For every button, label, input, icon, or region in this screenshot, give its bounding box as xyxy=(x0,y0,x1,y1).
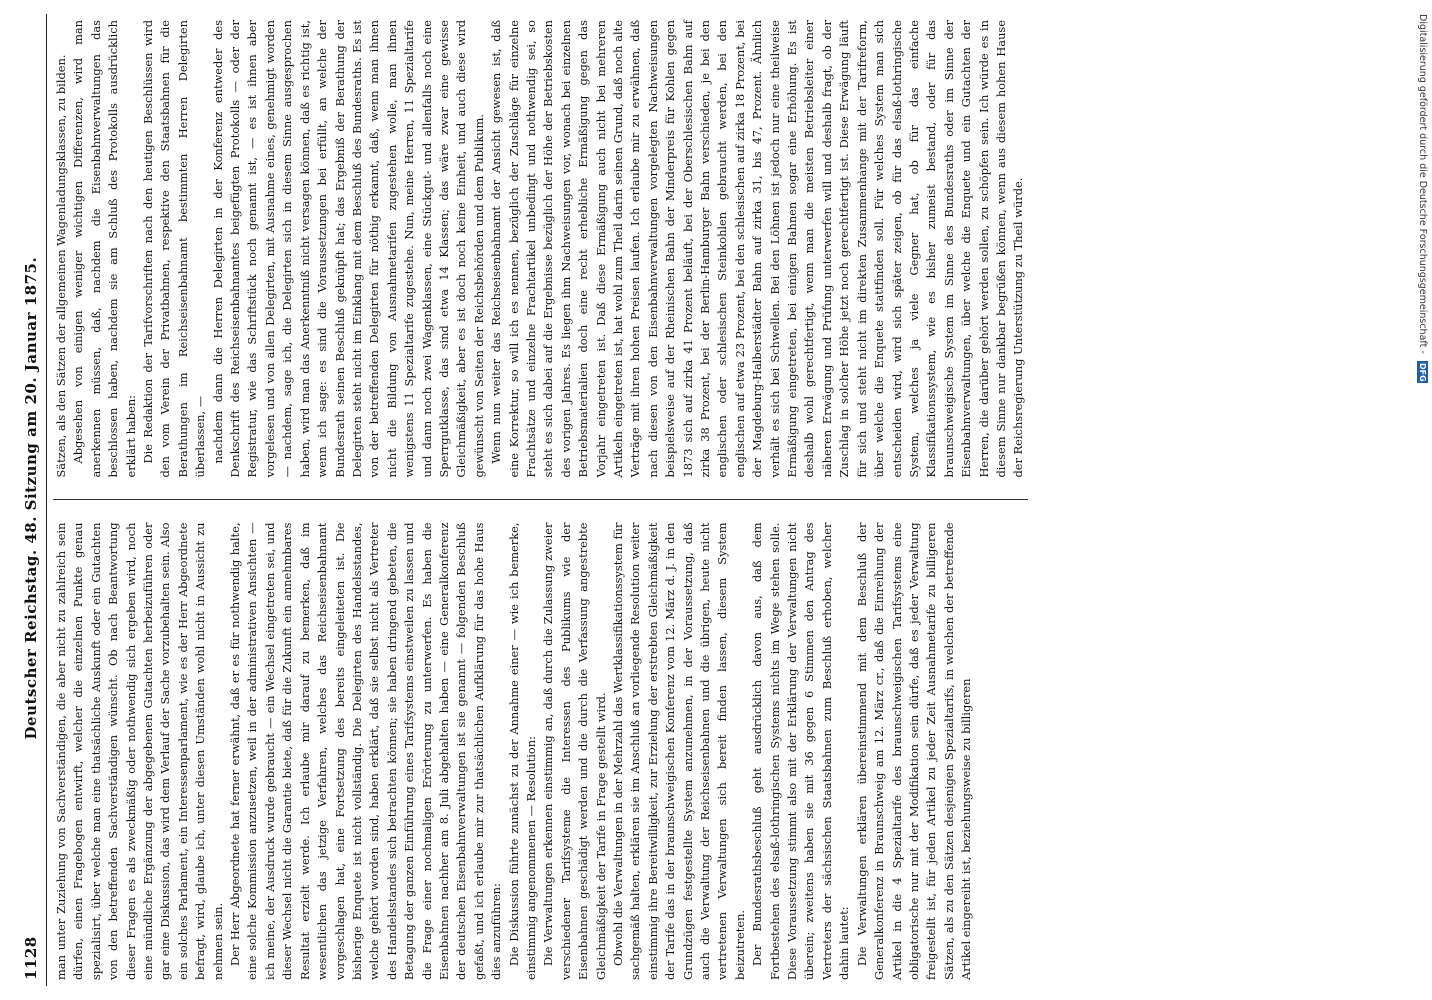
paragraph: Sätzen, als den Sätzen der allgemeinen Wagenladungsklassen, zu bilden. xyxy=(54,54,68,478)
paragraph: Die Verwaltungen erkennen einstimmig an, daß durch die Zulassung zweier verschiedener Tarifsysteme die Interessen des Publikums wie der Eisenbahnen geschädigt werden und die durch die Verfassung angestrebte Gleichmäßigkeit der Tarife in Frage gestellt wird. xyxy=(541,522,608,980)
paragraph: Die Verwaltungen erklären übereinstimmend mit dem Beschluß der Generalkonferenz in Braunschweig am 12. März cr., daß die Einreihung der Artikel in die 4 Spezialtarife des braunschweigischen Tarifsystems eine obligatorische nur mit der Modifikation sein dürfe, daß es jeder Verwaltung freigestellt ist, für jeden Artikel zu jeder Zeit Ausnahmetarife zu billigeren Sätzen, als zu den Sätzen desjenigen Spezialtarifs, in welchen der betreffende Artikel eingereiht ist, beziehungsweise zu billigeren xyxy=(854,522,974,980)
paragraph: Wenn nun weiter das Reichseisenbahnamt der Ansicht gewesen ist, daß eine Korrektur, so will ich es nennen, bezüglich der Zuschläge für einzelne Frachtsätze und einzelne Frachtartikel unbedingt und nothwendig sei, so steht es sich dabei auf die Ergebnisse bezüglich der Höhe der Betriebskosten des vorigen Jahres. Es liegen ihm Nachweisungen vor, wonach bei einzelnen Betriebsmaterialien doch eine recht erhebliche Ermäßigung gegen das Vorjahr eingetreten ist. Daß diese Ermäßigung auch nicht bei mehreren Artikeln eingetreten ist, hat wohl zum Theil darin seinen Grund, daß noch alte Verträge mit ihren hohen Preisen laufen. Ich erlaube mir zu erwähnen, daß nach diesen von den Eisenbahnverwaltungen vorgelegten Nachweisungen beispielsweise auf der Rheinischen Bahn der Minderpreis für Kohlen gegen 1873 sich auf zirka 41 Prozent beläuft, bei der Oberschlesischen Bahn auf zirka 38 Prozent, bei der Berlin-Hamburger Bahn verschieden, je bei den englischen oder schlesischen Steinkohlen gebraucht werden, bei den englischen auf etwa 23 Prozent, bei den schlesischen auf zirka 18 Prozent, bei der Magdeburg-Halberstädter Bahn auf zirka 31, bis 47, Prozent. Ähnlich verhält es sich bei Schwellen. Bei den Löhnen ist jedoch nur eine theilweise Ermäßigung eingetreten, bei einigen Bahnen sogar eine Erhöhung. Es ist deshalb wohl gerechtfertigt, wenn man die meisten Betriebsleiter einer näheren Erwägung und Prüfung unterwerfen will und deshalb fragt, ob der Zuschlag in solcher Höhe jetzt noch gerechtfertigt ist. Diese Erwägung läuft für sich und steht nicht im direkten Zusammenhange mit der Tarifreform, über welche die Enquete stattfinden soll. Für welches System man sich entscheiden wird, wird sich später zeigen, ob für das elsaß-lothringische System, welches ja viele Gegner hat, ob für das einfache Klassifikationssystem, wie es bisher zumeist bestand, oder für das braunschweigische System im Sinne des Bundesraths oder im Sinne der Eisenbahnverwaltungen, über welche die Enquete und ein Gutachten der Herren, die darüber gehört werden sollen, zu schöpfen sein. Ich würde es in diesem Sinne nur dankbar begrüßen können, wenn aus diesem hohen Hause der Reichsregierung Unterstützung zu Theil würde. xyxy=(489,20,1026,478)
paragraph: Der Herr Abgeordnete hat ferner erwähnt, daß er es für nothwendig halte, eine solche Kommission anzusetzen, weil in der administrativen Ansichten — ich meine, der Ausdruck wurde gebraucht — ein Wechsel eingetreten sei, und dieser Wechsel nicht die Garantie biete, daß für die Zukunft ein annehmbares Resultat erzielt werde. Ich erlaube mir darauf zu bemerken, daß im wesentlichen das jetzige Verfahren, welches das Reichseisenbahnamt vorgeschlagen hat, eine Fortsetzung des bereits eingeleiteten ist. Die bisherige Enquete ist nicht vollständig. Die Delegirten des Handelsstandes, welche gehört worden sind, haben erklärt, daß sie selbst nicht als Vertreter des Handelsstandes sich betrachten können; sie haben dringend gebeten, die Betagung der ganzen Einführung eines Tarifsystems einstweilen zu lassen und die Frage einer nochmaligen Erörterung zu unterwerfen. Es haben die Eisenbahnen nachher am 8. Juli abgehalten haben — eine Generalkonferenz der deutschen Eisenbahnverwaltungen ist sie genannt — folgenden Beschluß gefaßt, und ich erlaube mir zur thatsächlichen Aufklärung für das hohe Haus dies anzuführen: xyxy=(228,522,504,980)
left-column xyxy=(53,523,1028,981)
page-number: 1128 xyxy=(22,936,40,980)
paragraph: Abgesehen von einigen weniger wichtigen Differenzen, wird man anerkennen müssen, daß, nachdem die Eisenbahnverwaltungen das beschlossen haben, nachdem sie am Schluß des Protokolls ausdrücklich erklärt haben: xyxy=(71,20,138,478)
paragraph: Der Bundesrathsbeschluß geht ausdrücklich davon aus, daß dem Fortbestehen des elsaß-lothringischen Systems nichts im Wege stehen solle. Diese Voraussetzung stimmt also mit der Erklärung der Verwaltungen nicht überein; zweitens haben sie mit 36 gegen 6 Stimmen den Antrag des Vertreters der sächsischen Staatsbahnen zum Beschluß erhoben, welcher dahin lautet: xyxy=(750,522,852,980)
right-column xyxy=(53,20,1028,478)
page-header xyxy=(18,14,47,986)
digitization-text: Digitalisierung gefördert durch die Deutsche Forschungsgemeinschaft - xyxy=(1417,14,1428,354)
dfg-logo-badge: DFG xyxy=(1418,362,1427,382)
paragraph: nachdem dann die Herren Delegirten in der Konferenz entweder des Denkschrift des Reichseisenbahnamtes beigefügten Protokolls — oder der Registratur, wie das Schriftstück noch genannt ist, — es ist ihnen aber vorgelesen und von allen Delegirten, mit Ausnahme eines, genehmigt worden — nachdem, sage ich, die Delegirten sich in diesem Sinne ausgesprochen haben, wird man das Anerkenntniß nicht versagen können, daß es richtig ist, wenn ich sage: es sind die Voraussetzungen bei erfüllt, an welche der Bundesrath seinen Beschluß geknüpft hat; das Ergebniß der Berathung der Delegirten steht nicht im Einklang mit dem Beschluß des Bundesraths. Es ist von der betreffenden Delegirten für nöthig erkannt, daß, wenn man ihnen nicht die Bildung von Ausnahmetarifen zugestehen wolle, man ihnen wenigstens 11 Spezialtarife zugestehe. Nun, meine Herren, 11 Spezialtarife und dann noch zwei Wagenklassen, eine Stückgut- und allenfalls noch eine Sperrgutklasse, das sind etwa 14 Klassen; das wäre zwar eine gewisse Gleichmäßigkeit, aber es ist doch noch keine Einheit, und auch diese wird gewünscht von Seiten der Reichsbehörden und dem Publikum. xyxy=(210,20,486,478)
page-title: Deutscher Reichstag. 48. Sitzung am 20. Januar 1875. xyxy=(22,256,40,740)
paragraph: man unter Zuziehung von Sachverständigen, die aber nicht zu zahlreich sein dürfen, einen Fragebogen entwirft, welcher die einzelnen Punkte genau spezialisirt, über welche man eine thatsächliche Auskunft oder ein Gutachten von den betreffenden Sachverständigen wünscht. Ob nach Beantwortung dieser Fragen es als zweckmäßig oder nothwendig sich ergeben wird, noch eine mündliche Ergänzung der abgegebenen Gutachten herbeizuführen oder gar eine Diskussion, das wird dem Verlauf der Sache vorzubehalten sein. Also ein solches Parlament, ein Interessenparlament, wie es der Herr Abgeordnete befragt, wird, glaube ich, unter diesen Umständen wohl nicht in Aussicht zu nehmen sein. xyxy=(54,522,225,980)
column-divider xyxy=(53,500,1028,501)
digitization-note xyxy=(1417,14,1428,614)
paragraph: Die Diskussion führte zunächst zu der Annahme einer — wie ich bemerke, einstimmig angenommenen — Resolution: xyxy=(506,522,538,980)
paragraph: Die Redaktion der Tarifvorschriften nach den heutigen Beschlüssen wird den vom Verein der Privatbahnen, respektive den Staatsbahnen für die Berathungen im Reichseisenbahnamt bestimmten Herren Delegirten überlassen, — xyxy=(141,20,208,478)
text-columns xyxy=(53,14,1028,986)
paragraph: Obwohl die Verwaltungen in der Mehrzahl das Wertklassifikationssystem für sachgemäß halten, erklären sie im Anschluß an vorliegende Resolution weiter einstimmig ihre Bereitwilligkeit, zur Erzielung der erstrebten Gleichmäßigkeit der Tarife das in der braunschweigischen Konferenz vom 12. März d. J. in den Grundzügen festgestellte System anzunehmen, in der Voraussetzung, daß auch die Verwaltung der Reichseisenbahnen und die übrigen, heute nicht vertretenen Verwaltungen sich bereit finden lassen, diesem System beizutreten. xyxy=(611,522,747,980)
